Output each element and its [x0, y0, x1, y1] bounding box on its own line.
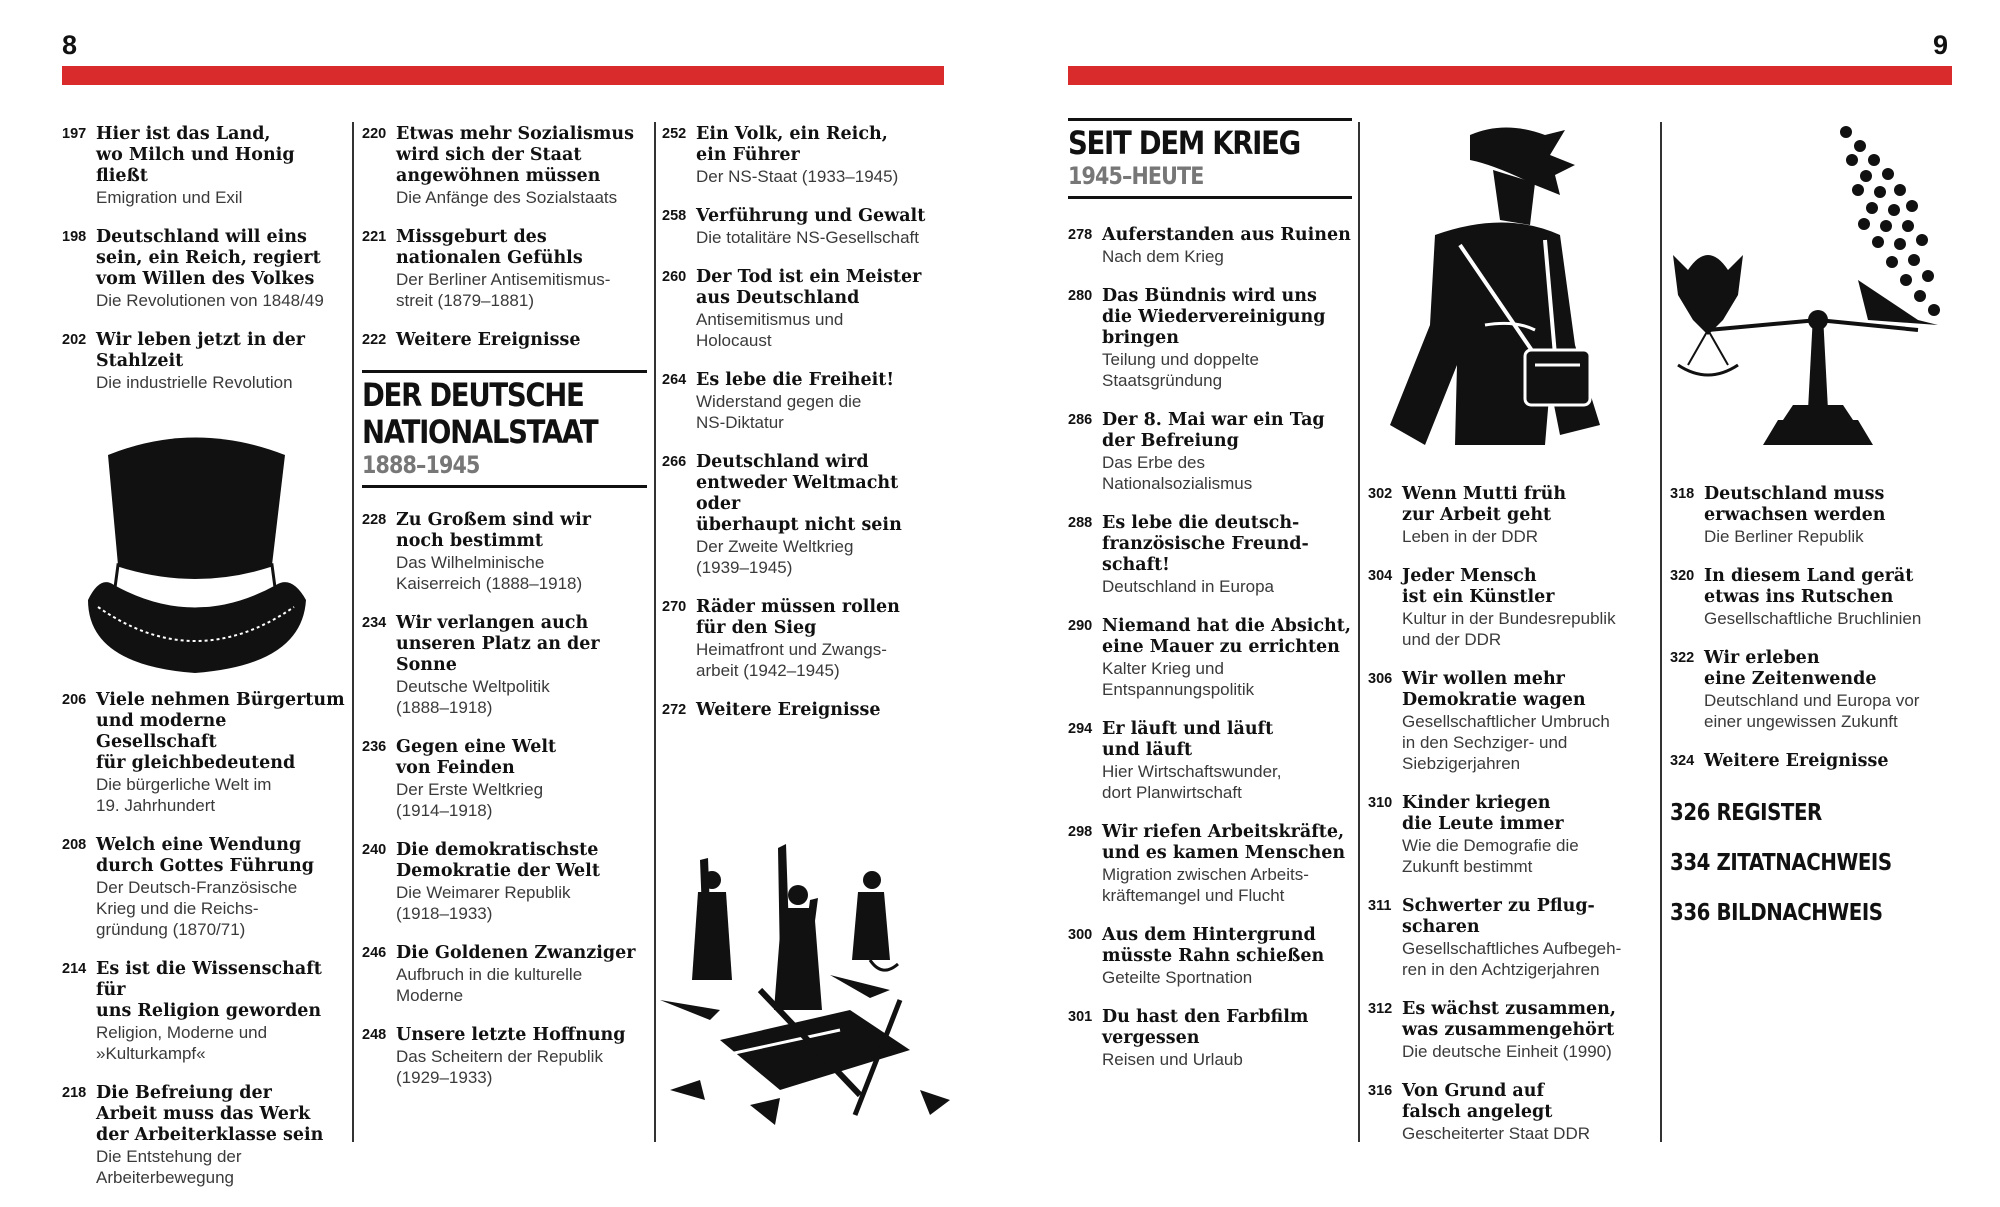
toc-entry-subtitle: Der Zweite Weltkrieg (1939–1945) — [696, 537, 854, 577]
toc-entry-title: Der 8. Mai war ein Tag der Befreiung — [1102, 410, 1325, 451]
toc-entry-title: Wir erleben eine Zeitenwende — [1704, 648, 1877, 689]
toc-entry-subtitle: Geteilte Sportnation — [1102, 968, 1253, 987]
toc-page-number: 221 — [362, 229, 387, 245]
toc-entry[interactable] — [362, 510, 647, 594]
worker-woman-illustration — [1375, 125, 1615, 455]
section-years: 1945–HEUTE — [1068, 162, 1204, 190]
toc-page-number: 300 — [1068, 927, 1093, 943]
toc-page-number: 260 — [662, 269, 687, 285]
toc-entry-title: Kinder kriegen die Leute immer — [1402, 793, 1564, 834]
toc-entry-subtitle: Emigration und Exil — [96, 188, 243, 207]
toc-entry[interactable] — [1068, 410, 1352, 494]
page-number-left: 8 — [62, 30, 78, 60]
toc-entry-title: Schwerter zu Pflug- scharen — [1402, 896, 1595, 937]
toc-entry-title: Welch eine Wendung durch Gottes Führung — [96, 835, 314, 876]
toc-entry[interactable] — [362, 943, 647, 1006]
toc-entry[interactable] — [662, 597, 947, 681]
toc-entry-title: Wir riefen Arbeitskräfte, und es kamen Menschen — [1102, 822, 1346, 863]
toc-page-number: 240 — [362, 842, 387, 858]
toc-page-number: 206 — [62, 692, 87, 708]
toc-page-number: 318 — [1670, 486, 1695, 502]
toc-entry[interactable] — [62, 124, 347, 208]
column-rule — [654, 122, 656, 1142]
toc-entry-title: Wir leben jetzt in der Stahlzeit — [96, 330, 305, 371]
toc-page-number: 304 — [1368, 568, 1393, 584]
toc-entry-title: Er läuft und läuft und läuft — [1102, 719, 1274, 760]
toc-entry-title: Räder müssen rollen für den Sieg — [696, 597, 900, 638]
toc-entry[interactable] — [1368, 999, 1653, 1062]
toc-entry-title: Die Goldenen Zwanziger — [396, 943, 636, 963]
toc-entry[interactable] — [1368, 484, 1653, 547]
toc-entry-subtitle: Die deutsche Einheit (1990) — [1402, 1042, 1612, 1061]
toc-entry[interactable] — [1068, 925, 1352, 988]
toc-entry-title: Verführung und Gewalt — [696, 206, 926, 226]
toc-page-number: 258 — [662, 208, 687, 224]
toc-entry-subtitle: Leben in der DDR — [1402, 527, 1539, 546]
toc-page-number: 270 — [662, 599, 687, 615]
toc-column-2 — [362, 124, 647, 1107]
toc-entry-title: Ein Volk, ein Reich, ein Führer — [696, 124, 888, 165]
toc-entry-subtitle: Gesellschaftlicher Umbruch in den Sechziger- und Siebzigerjahren — [1402, 712, 1610, 773]
toc-entry-title: Wir verlangen auch unseren Platz an der Sonne — [396, 613, 600, 675]
toc-entry[interactable] — [362, 840, 647, 924]
toc-entry-title: Es wächst zusammen, was zusammengehört — [1402, 999, 1616, 1040]
toc-entry[interactable] — [1368, 793, 1653, 877]
toc-page-number: 316 — [1368, 1083, 1393, 1099]
toc-entry[interactable] — [62, 227, 347, 311]
toc-page-number: 236 — [362, 739, 387, 755]
toc-page-number: 214 — [62, 961, 87, 977]
column-rule — [1660, 122, 1662, 1142]
section-heading-nationalstaat — [362, 370, 647, 488]
toc-entry-subtitle: Teilung und doppelte Staatsgründung — [1102, 350, 1259, 390]
toc-column-3 — [662, 124, 947, 740]
toc-column-4 — [1068, 118, 1352, 1089]
toc-entry-title: Aus dem Hintergrund müsste Rahn schießen — [1102, 925, 1325, 966]
toc-entry-subtitle: Die industrielle Revolution — [96, 373, 293, 392]
toc-entry-subtitle: Das Erbe des Nationalsozialismus — [1102, 453, 1253, 493]
toc-entry-title: Missgeburt des nationalen Gefühls — [396, 227, 583, 268]
red-bar-right — [1068, 66, 1952, 85]
toc-entry-subtitle: Deutschland und Europa vor einer ungewissen Zukunft — [1704, 691, 1920, 731]
toc-entry-subtitle: Die bürgerliche Welt im 19. Jahrhundert — [96, 775, 272, 815]
toc-page-number: 311 — [1368, 898, 1392, 914]
toc-page-number: 288 — [1068, 515, 1093, 531]
toc-entry-title: Das Bündnis wird uns die Wiedervereinigung bringen — [1102, 286, 1326, 348]
toc-entry[interactable] — [1068, 616, 1352, 700]
toc-entry-subtitle: Der NS-Staat (1933–1945) — [696, 167, 899, 186]
toc-page-number: 252 — [662, 126, 687, 142]
toc-entry-title: Wenn Mutti früh zur Arbeit geht — [1402, 484, 1567, 525]
toc-page-number: 266 — [662, 454, 687, 470]
toc-entry[interactable] — [662, 370, 947, 433]
toc-page-number: 306 — [1368, 671, 1393, 687]
toc-entry-title: Auferstanden aus Ruinen — [1102, 225, 1351, 245]
toc-entry-subtitle: Die Anfänge des Sozialstaats — [396, 188, 618, 207]
toc-entry-title: Der Tod ist ein Meister aus Deutschland — [696, 267, 922, 308]
toc-page-number: 320 — [1670, 568, 1695, 584]
toc-entry[interactable] — [662, 267, 947, 351]
section-years: 1888–1945 — [362, 451, 480, 479]
top-hat-icon — [80, 425, 310, 675]
toc-entry-subtitle: Widerstand gegen die NS-Diktatur — [696, 392, 862, 432]
section-title: DER DEUTSCHE NATIONALSTAAT — [362, 376, 598, 451]
toc-entry-subtitle: Deutschland in Europa — [1102, 577, 1275, 596]
toc-entry[interactable] — [1368, 1081, 1653, 1144]
toc-entry[interactable] — [362, 330, 647, 351]
toc-entry-title: Von Grund auf falsch angelegt — [1402, 1081, 1553, 1122]
toc-entry-subtitle: Der Deutsch-Französische Krieg und die Reichs- gründung (1870/71) — [96, 878, 298, 939]
toc-entry-title: Unsere letzte Hoffnung — [396, 1025, 626, 1045]
toc-entry-subtitle: Die Entstehung der Arbeiterbewegung — [96, 1147, 242, 1187]
toc-entry-title: Deutschland will eins sein, ein Reich, regiert vom Willen des Volkes — [96, 227, 321, 289]
toc-page-number: 278 — [1068, 227, 1093, 243]
toc-column-6 — [1670, 484, 1955, 948]
toc-page-number: 294 — [1068, 721, 1093, 737]
toc-entry[interactable] — [62, 959, 347, 1064]
toc-entry-title: Deutschland wird entweder Weltmacht oder überhaupt nicht sein — [696, 452, 902, 535]
toc-entry[interactable] — [1068, 719, 1352, 803]
appendix-item[interactable]: 336 BILDNACHWEIS — [1670, 900, 1883, 926]
toc-entry-subtitle: Aufbruch in die kulturelle Moderne — [396, 965, 583, 1005]
toc-page-number: 264 — [662, 372, 687, 388]
toc-entry-subtitle: Die Weimarer Republik (1918–1933) — [396, 883, 571, 923]
eagle-scales-illustration — [1668, 120, 1958, 450]
toc-entry-title: In diesem Land gerät etwas ins Rutschen — [1704, 566, 1914, 607]
toc-entry-subtitle: Nach dem Krieg — [1102, 247, 1224, 266]
toc-entry-subtitle: Gescheiterter Staat DDR — [1402, 1124, 1591, 1143]
toc-entry-subtitle: Das Scheitern der Republik (1929–1933) — [396, 1047, 603, 1087]
toc-entry-subtitle: Antisemitismus und Holocaust — [696, 310, 844, 350]
toc-entry[interactable] — [662, 700, 947, 721]
toc-entry[interactable] — [1670, 484, 1955, 547]
toc-entry-subtitle: Hier Wirtschaftswunder, dort Planwirtschaft — [1102, 762, 1282, 802]
toc-entry-title: Weitere Ereignisse — [696, 700, 881, 720]
toc-entry-title: Hier ist das Land, wo Milch und Honig fließt — [96, 124, 295, 186]
toc-entry[interactable] — [1670, 751, 1955, 772]
toc-entry[interactable] — [1670, 648, 1955, 732]
toc-entry[interactable] — [62, 835, 347, 940]
toc-entry-subtitle: Deutsche Weltpolitik (1888–1918) — [396, 677, 550, 717]
toc-entry[interactable] — [1368, 896, 1653, 980]
toc-entry-title: Etwas mehr Sozialismus wird sich der Staat angewöhnen müssen — [396, 124, 634, 186]
toc-column-5 — [1368, 484, 1653, 1163]
toc-entry-title: Es lebe die deutsch- französische Freund- schaft! — [1102, 513, 1309, 575]
toc-page-number: 298 — [1068, 824, 1093, 840]
toc-entry[interactable] — [1068, 286, 1352, 391]
toc-entry[interactable] — [362, 227, 647, 311]
toc-entry-subtitle: Die Revolutionen von 1848/49 — [96, 291, 324, 310]
toc-page-number: 248 — [362, 1027, 387, 1043]
toc-entry-title: Weitere Ereignisse — [396, 330, 581, 350]
toc-entry[interactable] — [362, 737, 647, 821]
toc-entry-title: Es ist die Wissenschaft für uns Religion geworden — [96, 959, 322, 1021]
toc-entry[interactable] — [1068, 1007, 1352, 1070]
toc-page-number: 302 — [1368, 486, 1393, 502]
toc-entry-subtitle: Die Berliner Republik — [1704, 527, 1864, 546]
toc-page-number: 312 — [1368, 1001, 1393, 1017]
ruins-figures-illustration — [660, 840, 960, 1135]
toc-entry[interactable] — [662, 124, 947, 187]
column-rule — [1358, 122, 1360, 1142]
toc-column-1-bottom — [62, 690, 347, 1207]
toc-entry-subtitle: Der Berliner Antisemitismus- streit (1879–1881) — [396, 270, 611, 310]
toc-entry-subtitle: Heimatfront und Zwangs- arbeit (1942–1945) — [696, 640, 887, 680]
toc-entry[interactable] — [362, 124, 647, 208]
appendix-item[interactable]: 326 REGISTER — [1670, 800, 1822, 826]
toc-entry-subtitle: Kalter Krieg und Entspannungspolitik — [1102, 659, 1255, 699]
section-title: SEIT DEM KRIEG — [1068, 124, 1300, 162]
toc-page-number: 202 — [62, 332, 87, 348]
toc-entry[interactable] — [62, 330, 347, 393]
toc-page-number: 198 — [62, 229, 87, 245]
toc-page-number: 310 — [1368, 795, 1393, 811]
toc-entry[interactable] — [1368, 669, 1653, 774]
toc-entry[interactable] — [62, 690, 347, 816]
toc-entry-title: Deutschland muss erwachsen werden — [1704, 484, 1886, 525]
toc-page-number: 272 — [662, 702, 687, 718]
toc-page-number: 280 — [1068, 288, 1093, 304]
toc-page-number: 290 — [1068, 618, 1093, 634]
toc-entry[interactable] — [362, 1025, 647, 1088]
appendix-list — [1670, 798, 1955, 928]
toc-entry-subtitle: Die totalitäre NS-Gesellschaft — [696, 228, 919, 247]
toc-entry[interactable] — [662, 206, 947, 248]
toc-entry-subtitle: Kultur in der Bundesrepublik und der DDR — [1402, 609, 1616, 649]
toc-entry-subtitle: Religion, Moderne und »Kulturkampf« — [96, 1023, 268, 1063]
toc-entry-subtitle: Reisen und Urlaub — [1102, 1050, 1243, 1069]
toc-entry-title: Wir wollen mehr Demokratie wagen — [1402, 669, 1586, 710]
toc-entry-title: Die Befreiung der Arbeit muss das Werk der Arbeiterklasse sein — [96, 1083, 324, 1145]
toc-page-number: 286 — [1068, 412, 1093, 428]
toc-entry[interactable] — [62, 1083, 347, 1188]
toc-entry-title: Jeder Mensch ist ein Künstler — [1402, 566, 1555, 607]
toc-entry[interactable] — [662, 452, 947, 578]
toc-entry-subtitle: Migration zwischen Arbeits- kräftemangel und Flucht — [1102, 865, 1309, 905]
toc-entry-subtitle: Wie die Demografie die Zukunft bestimmt — [1402, 836, 1579, 876]
toc-entry-title: Viele nehmen Bürgertum und moderne Gesellschaft für gleichbedeutend — [96, 690, 345, 773]
toc-entry[interactable] — [1068, 822, 1352, 906]
toc-page-number: 324 — [1670, 753, 1695, 769]
toc-entry[interactable] — [1670, 566, 1955, 629]
toc-page-number: 234 — [362, 615, 387, 631]
page-number-right: 9 — [1932, 30, 1948, 60]
toc-entry[interactable] — [1368, 566, 1653, 650]
toc-column-1-top — [62, 124, 347, 412]
toc-entry[interactable] — [362, 613, 647, 718]
toc-page-number: 220 — [362, 126, 387, 142]
toc-entry-title: Die demokratischste Demokratie der Welt — [396, 840, 600, 881]
column-rule — [352, 122, 354, 1142]
toc-entry-title: Weitere Ereignisse — [1704, 751, 1889, 771]
toc-page-number: 222 — [362, 332, 387, 348]
toc-page-number: 228 — [362, 512, 387, 528]
toc-entry-title: Zu Großem sind wir noch bestimmt — [396, 510, 591, 551]
toc-page-number: 218 — [62, 1085, 87, 1101]
toc-entry-title: Gegen eine Welt von Feinden — [396, 737, 557, 778]
toc-entry-title: Niemand hat die Absicht, eine Mauer zu errichten — [1102, 616, 1351, 657]
toc-entry[interactable] — [1068, 513, 1352, 597]
toc-page-number: 322 — [1670, 650, 1695, 666]
toc-page-number: 197 — [62, 126, 87, 142]
toc-entry-subtitle: Der Erste Weltkrieg (1914–1918) — [396, 780, 544, 820]
section-heading-seit-dem-krieg — [1068, 118, 1352, 199]
toc-entry-subtitle: Das Wilhelminische Kaiserreich (1888–1918) — [396, 553, 583, 593]
red-bar-left — [62, 66, 944, 85]
toc-entry-title: Du hast den Farbfilm vergessen — [1102, 1007, 1309, 1048]
toc-page-number: 301 — [1068, 1009, 1093, 1025]
toc-page-number: 208 — [62, 837, 87, 853]
toc-entry-title: Es lebe die Freiheit! — [696, 370, 895, 390]
toc-entry-subtitle: Gesellschaftliche Bruchlinien — [1704, 609, 1922, 628]
toc-page-number: 246 — [362, 945, 387, 961]
toc-entry[interactable] — [1068, 225, 1352, 267]
toc-entry-subtitle: Gesellschaftliches Aufbegeh- ren in den Achtzigerjahren — [1402, 939, 1622, 979]
appendix-item[interactable]: 334 ZITATNACHWEIS — [1670, 850, 1892, 876]
